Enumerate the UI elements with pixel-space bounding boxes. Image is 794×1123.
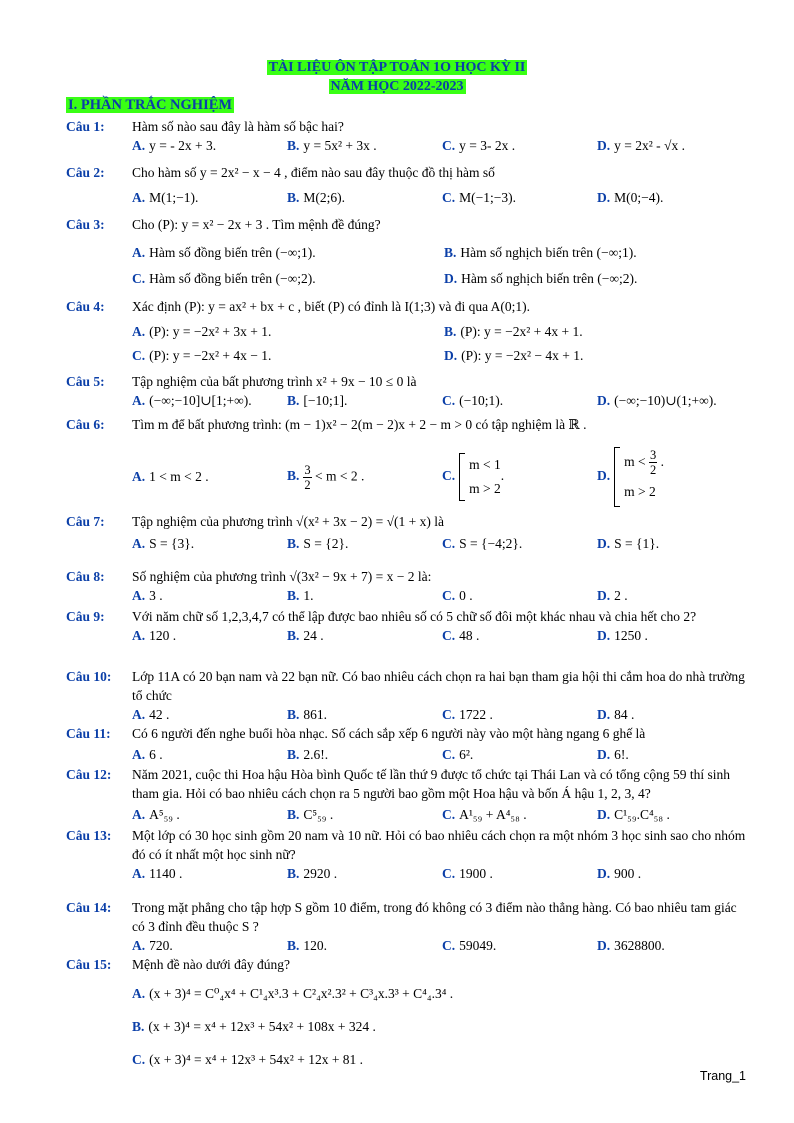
option-c[interactable]: C. m < 1 m > 2 . — [442, 453, 597, 501]
option-d[interactable]: D. (P): y = −2x² − 4x + 1. — [444, 348, 584, 363]
question-3: Câu 3: Cho (P): y = x² − 2x + 3 . Tìm mệnh đề đúng? A. Hàm số đồng biến trên (−∞;1). B. Hàm số nghịch biến trên (−∞;1). C. Hàm số đồng biến trên (−∞;2). D. Hàm số nghịch biến trên (−∞;2). — [66, 215, 746, 289]
option-b[interactable]: B. 24 . — [287, 628, 324, 643]
question-5: Câu 5: Tập nghiệm của bất phương trình x² + 9x − 10 ≤ 0 là A. (−∞;−10]∪[1;+∞). B. [−10;1]. C. (−10;1). D. (−∞;−10)∪(1;+∞). — [66, 372, 746, 411]
question-7: Câu 7: Tập nghiệm của phương trình √(x² + 3x − 2) = √(1 + x) là A. S = {3}. B. S = {2}. C. S = {−4;2}. D. S = {1}. — [66, 512, 746, 554]
option-b[interactable]: B. (P): y = −2x² + 4x + 1. — [444, 324, 583, 339]
option-a[interactable]: A. (P): y = −2x² + 3x + 1. — [132, 324, 272, 339]
option-b[interactable]: B. 861. — [287, 707, 328, 722]
doc-subtitle: NĂM HỌC 2022-2023 — [330, 79, 464, 94]
option-c[interactable]: C. M(−1;−3). — [442, 190, 516, 205]
question-15: Câu 15: Mệnh đề nào dưới đây đúng? A. (x + 3)⁴ = C⁰₄x⁴ + C¹₄x³.3 + C²₄x².3² + C³₄x.3³ + C⁴₄.3⁴ . B. (x + 3)⁴ = x⁴ + 12x³ + 54x² + 108x + 324 . C. (x + 3)⁴ = x⁴ + 12x³ + 54x² + 12x + 81 . — [66, 955, 746, 1070]
option-b[interactable]: B. 1. — [287, 588, 314, 603]
question-13: Câu 13: Một lớp có 30 học sinh gồm 20 nam và 10 nữ. Hỏi có bao nhiêu cách chọn ra một nhóm 3 học sinh sao cho nhóm đó có ít nhất một học sinh nữ? A. 1140 . B. 2920 . C. 1900 . D. 900 . — [66, 826, 746, 884]
option-b[interactable]: B. y = 5x² + 3x . — [287, 138, 377, 153]
option-c[interactable]: C. (−10;1). — [442, 393, 504, 408]
option-a[interactable]: A. 6 . — [132, 747, 163, 762]
option-b[interactable]: B. $\frac{3}{2}$ < m < 2 . — [287, 462, 365, 492]
option-d[interactable]: D. C¹₅₉.C⁴₅₈ . — [597, 807, 670, 822]
doc-title: TÀI LIỆU ÔN TẬP TOÁN 1O HỌC KỲ II — [268, 60, 526, 75]
page-number: Trang_1 — [699, 1069, 746, 1083]
question-11: Câu 11: Có 6 người đến nghe buổi hòa nhạc. Số cách sắp xếp 6 người này vào một hàng ngang 6 ghế là A. 6 . B. 2.6!. C. 6². D. 6!. — [66, 724, 746, 765]
option-c[interactable]: C. 48 . — [442, 628, 480, 643]
question-14: Câu 14: Trong mặt phẳng cho tập hợp S gồm 10 điểm, trong đó không có 3 điểm nào thẳng hàng. Có bao nhiêu tam giác có 3 đỉnh đều thuộc S ? A. 720. B. 120. C. 59049. D. 3628800. — [66, 898, 746, 956]
question-1: Câu 1: Hàm số nào sau đây là hàm số bậc hai? A. y = - 2x + 3. B. y = 5x² + 3x . C. y = 3- 2x . D. y = 2x² - √x . — [66, 117, 746, 156]
question-4: Câu 4: Xác định (P): y = ax² + bx + c , biết (P) có đỉnh là I(1;3) và đi qua A(0;1). A. (P): y = −2x² + 3x + 1. B. (P): y = −2x² + 4x + 1. C. (P): y = −2x² + 4x − 1. D. (P): y = −2x² − 4x + 1. — [66, 297, 746, 366]
option-b[interactable]: B. (x + 3)⁴ = x⁴ + 12x³ + 54x² + 108x + 324 . — [132, 1019, 376, 1034]
option-a[interactable]: A. 42 . — [132, 707, 170, 722]
option-a[interactable]: A. 3 . — [132, 588, 163, 603]
option-a[interactable]: A. 120 . — [132, 628, 177, 643]
option-b[interactable]: B. 2.6!. — [287, 747, 329, 762]
option-a[interactable]: A. S = {3}. — [132, 536, 195, 551]
option-d[interactable]: D. M(0;−4). — [597, 190, 664, 205]
option-d[interactable]: D. (−∞;−10)∪(1;+∞). — [597, 393, 717, 408]
fraction: $\frac{3}{2}$ — [650, 448, 657, 478]
option-d[interactable]: D. 6!. — [597, 747, 629, 762]
question-6: Câu 6: Tìm m để bất phương trình: (m − 1)x² − 2(m − 2)x + 2 − m > 0 có tập nghiệm là ℝ . A. 1 < m < 2 . B. $\frac{3}{2}$ < m < 2 . C. m < 1 m > 2 . D. m < $\frac{3}{2}$ . m > 2 — [66, 415, 746, 512]
option-a[interactable]: A. (−∞;−10]∪[1;+∞). — [132, 393, 252, 408]
option-b[interactable]: B. 120. — [287, 938, 328, 953]
option-c[interactable]: C. 6². — [442, 747, 474, 762]
option-a[interactable]: A. A⁵₅₉ . — [132, 807, 180, 822]
question-2: Câu 2: Cho hàm số y = 2x² − x − 4 , điểm nào sau đây thuộc đồ thị hàm số A. M(1;−1). B. M(2;6). C. M(−1;−3). D. M(0;−4). — [66, 163, 746, 208]
option-d[interactable]: D. 2 . — [597, 588, 628, 603]
fraction: $\frac{3}{2}$ — [304, 462, 311, 492]
option-b[interactable]: B. S = {2}. — [287, 536, 349, 551]
option-d[interactable]: D. 3628800. — [597, 938, 665, 953]
option-a[interactable]: A. Hàm số đồng biến trên (−∞;1). — [132, 245, 316, 260]
option-a[interactable]: A. 1140 . — [132, 866, 183, 881]
option-c[interactable]: C. 1722 . — [442, 707, 493, 722]
option-a[interactable]: A. y = - 2x + 3. — [132, 138, 217, 153]
option-d[interactable]: D. m < $\frac{3}{2}$ . m > 2 — [597, 447, 752, 507]
option-c[interactable]: C. S = {−4;2}. — [442, 536, 523, 551]
question-12: Câu 12: Năm 2021, cuộc thi Hoa hậu Hòa bình Quốc tế lần thứ 9 được tổ chức tại Thái Lan và có tổng cộng 59 thí sinh tham gia. Hỏi có bao nhiêu cách chọn ra 5 người bao gồm một Hoa hậu và bốn Á hậu 1, 2, 3, 4? A. A⁵₅₉ . B. C⁵₅₉ . C. A¹₅₉ + A⁴₅₈ . D. C¹₅₉.C⁴₅₈ . — [66, 765, 746, 825]
option-b[interactable]: B. M(2;6). — [287, 190, 346, 205]
option-a[interactable]: A. (x + 3)⁴ = C⁰₄x⁴ + C¹₄x³.3 + C²₄x².3² + C³₄x.3³ + C⁴₄.3⁴ . — [132, 986, 454, 1001]
question-9: Câu 9: Với năm chữ số 1,2,3,4,7 có thể lập được bao nhiêu số có 5 chữ số đôi một khác nhau và chia hết cho 2? A. 120 . B. 24 . C. 48 . D. 1250 . — [66, 607, 746, 646]
option-c[interactable]: C. 1900 . — [442, 866, 493, 881]
option-c[interactable]: C. y = 3- 2x . — [442, 138, 516, 153]
option-d[interactable]: D. 84 . — [597, 707, 635, 722]
question-10: Câu 10: Lớp 11A có 20 bạn nam và 22 bạn nữ. Có bao nhiêu cách chọn ra hai bạn tham gia hội thi cắm hoa do nhà trường tổ chức A. 42 . B. 861. C. 1722 . D. 84 . — [66, 667, 746, 725]
question-8: Câu 8: Số nghiệm của phương trình √(3x² − 9x + 7) = x − 2 là: A. 3 . B. 1. C. 0 . D. 2 . — [66, 567, 746, 606]
option-c[interactable]: C. Hàm số đồng biến trên (−∞;2). — [132, 271, 316, 286]
option-a[interactable]: A. 720. — [132, 938, 173, 953]
option-b[interactable]: B. [−10;1]. — [287, 393, 348, 408]
option-d[interactable]: D. S = {1}. — [597, 536, 660, 551]
bracket-system: m < $\frac{3}{2}$ . m > 2 — [614, 447, 664, 507]
option-c[interactable]: C. (P): y = −2x² + 4x − 1. — [132, 348, 272, 363]
option-c[interactable]: C. (x + 3)⁴ = x⁴ + 12x³ + 54x² + 12x + 81 . — [132, 1052, 364, 1067]
option-b[interactable]: B. 2920 . — [287, 866, 338, 881]
option-d[interactable]: D. 900 . — [597, 866, 642, 881]
section-heading: I. PHẦN TRẮC NGHIỆM — [68, 97, 233, 113]
option-a[interactable]: A. M(1;−1). — [132, 190, 199, 205]
bracket-system: m < 1 m > 2 — [459, 453, 501, 501]
option-b[interactable]: B. Hàm số nghịch biến trên (−∞;1). — [444, 245, 637, 260]
option-b[interactable]: B. C⁵₅₉ . — [287, 807, 334, 822]
option-c[interactable]: C. 0 . — [442, 588, 473, 603]
option-d[interactable]: D. Hàm số nghịch biến trên (−∞;2). — [444, 271, 638, 286]
option-d[interactable]: D. 1250 . — [597, 628, 648, 643]
option-d[interactable]: D. y = 2x² - √x . — [597, 138, 685, 153]
option-a[interactable]: A. 1 < m < 2 . — [132, 469, 209, 484]
option-c[interactable]: C. 59049. — [442, 938, 497, 953]
option-c[interactable]: C. A¹₅₉ + A⁴₅₈ . — [442, 807, 527, 822]
